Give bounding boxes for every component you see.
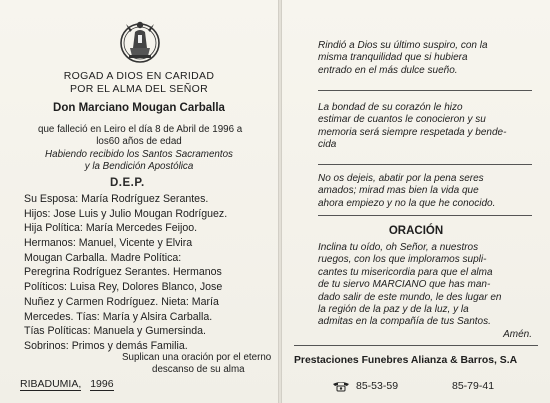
verse-line: ahora empiezo y no la que he conocido. [318,197,496,209]
prayer-line: cantes tu misericordia para que el alma [318,266,493,278]
prayer-line: ruegos, con los que imploramos supli- [318,254,487,266]
family-line: Tías Políticas: Manuela y Gumersinda. [24,325,206,338]
verse-line: La bondad de su corazón le hizo [318,102,463,113]
family-line: Mougan Carballa. Madre Política: [24,251,182,264]
divider [318,215,532,216]
verse-line: entrado en el más dulce sueño. [318,64,458,76]
header-line-2: POR EL ALMA DEL SEÑOR [70,83,208,95]
verse-line: misma tranquilidad que si hubiera [318,52,468,64]
phone-1-text: 85-53-59 [356,380,399,392]
suplican-line-1: Suplican una oración por el eterno [122,352,272,363]
divider [294,345,538,346]
divider [318,164,532,165]
telephone-icon [332,381,350,392]
family-line: Sobrinos: Primos y demás Familia. [24,339,188,352]
dep-title: D.E.P. [110,177,145,189]
verse-3 [318,173,532,210]
verse-line: estimar de cuantos le conocieron y su [318,114,486,126]
death-info-line-1: que falleció en Leiro el día 8 de Abril de 1996 a [38,124,243,135]
verse-2 [318,102,532,152]
suplican-line-2: descanso de su alma [152,364,245,375]
prayer-text [318,242,532,341]
header-line-1: ROGAD A DIOS EN CARIDAD [63,70,215,82]
divider [318,90,532,91]
deceased-name: Don Marciano Mougan Carballa [53,102,225,114]
year: 1996 [90,378,114,390]
prayer-line: Amén. [503,328,532,340]
family-line: Hijos: Jose Luis y Julio Mougan Rodríguez. [24,207,228,220]
prayer-line: admitas en la compañía de tus Santos. [318,316,491,328]
family-line: Políticos: Luisa Rey, Dolores Blanco, Jose [24,281,223,294]
verse-line: No os dejeis, abatir por la pena seres [318,173,484,184]
phone-number-1 [332,380,398,392]
verse-line: cida [318,139,337,151]
right-panel [282,0,550,403]
family-line: Peregrina Rodríguez Serantes. Hermanos [24,266,222,279]
death-info-line-2: los60 años de edad [96,136,182,147]
family-line: Nuñez y Carmen Rodríguez. Nieta: María [24,295,219,308]
family-line: Mercedes. Tías: María y Alsira Carballa. [24,310,213,323]
verse-line: amados; mirad mas bien la vida que [318,185,479,197]
verse-line: Rindió a Dios su último suspiro, con la [318,40,488,51]
funeral-home-name: Prestaciones Funebres Alianza & Barros, S.A [294,355,518,366]
verse-line: memoria será siempre respetada y bende- [318,126,507,138]
family-line: Hermanos: Manuel, Vicente y Elvira [24,237,193,250]
sacrament-line-2: y la Bendición Apostólica [84,161,194,172]
prayer-line: Inclina tu oído, oh Señor, a nuestros [318,242,479,253]
phone-number-2: 85-79-41 [452,380,495,392]
place-date [20,378,114,390]
family-list [24,192,272,354]
family-line: Hija Política: María Mercedes Feijoo. [24,222,198,235]
prayer-line: de tu siervo MARCIANO que has man- [318,279,491,291]
sacrament-line-1: Habiendo recibido los Santos Sacramentos [45,149,233,160]
verse-1 [318,40,532,77]
family-line: Su Esposa: María Rodríguez Serantes. [24,193,209,205]
praying-angel-emblem-icon [118,18,162,66]
prayer-title: ORACIÓN [388,225,444,237]
prayer-line: la región de la paz y de la luz, y la [318,304,469,316]
place-name: RIBADUMIA, [20,378,82,390]
prayer-line: dado salir de este mundo, le des lugar en [318,291,502,303]
